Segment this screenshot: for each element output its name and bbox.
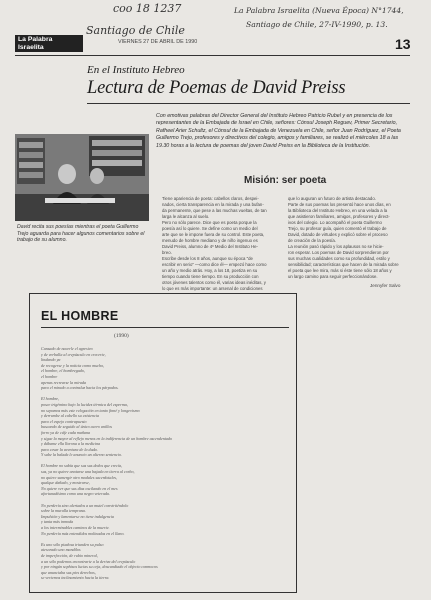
poem-line: no sepamos más este relegación en tanto finné y longevismo [41, 407, 140, 413]
poem-line: forro ya de cáfe cada mañana [41, 429, 91, 435]
column-line: La reunión pasó rápido y los aplausos no se hicie- [288, 244, 384, 249]
column-line: ivos del colegio. Lo acompañó el poeta Guillermo [288, 220, 382, 225]
column-line: Trejo, su profesor guía, quien comentó el trabajo de [288, 226, 387, 231]
column-line: da permanente, que pese a las muchas vueltas, de tan [162, 208, 267, 213]
poem-line: para cesar la aventura de la duda. [41, 446, 98, 452]
poem-line: se vertemos inclinamiento hacia la tierra. [41, 575, 110, 581]
poem-line: No quiere ver que sus días oscilando en el mes [41, 485, 118, 491]
poem-line: y de verballa al crepúsculo en crecerte, [41, 351, 106, 357]
poem-line: atesorado uno mandilos [41, 547, 81, 553]
poem-line: No perdería sino alertados a un mutel convirtiéndolo [41, 502, 129, 508]
column-line: un año y medio atrás. Hoy, a los 18, poetiza en su [162, 268, 258, 273]
poem-line: Cansado de nacerle el agresivo [41, 346, 93, 351]
column-line: tiempo cuando tiene tiempo. En su producción con [162, 274, 259, 279]
section-title: Misión: ser poeta [244, 175, 327, 186]
poem-line: El hombre no sabía que sus sus dedos que crecía, [41, 463, 123, 469]
masthead [15, 35, 83, 52]
poem-line: y sigue la mayor al reflejo menos en la indiferencia de un hombre ascendentado [41, 435, 173, 441]
column-line: sensibilidad; características que hacen de la mirada sobre [288, 262, 399, 267]
handwritten-citation-line1: La Palabra Israelita (Nueva Época) N°1744, [234, 6, 404, 15]
column-line: Parte de sus poemas los presentó hace unos días, en [288, 202, 391, 207]
column-line: Escribe desde los 8 años, aunque su época "de [162, 256, 253, 261]
poem-line: El hombre, [41, 396, 60, 402]
column-line: un largo camino para seguir perfeccionándose. [288, 274, 378, 279]
photo-caption: David recita sus poesías mientras el poeta Guillermo Trejo aguarda para hacer algunos comentarios sobre el trabajo de su alumno. [17, 224, 145, 243]
poem-line: a un sólo podemos encontrarte a la deriva del crepúsculo [41, 558, 136, 564]
poem-line: qualque dañado, y mostrarse, [41, 480, 90, 486]
poem-line: de imperfección, de rubio mineral, [41, 552, 98, 558]
poem-line: para el espejo contrapuesto [41, 418, 87, 424]
column-line: el poeta que lee mira, más si éste tiene sólo 18 años y [288, 268, 392, 273]
kicker: En el Instituto Hebreo [87, 64, 185, 76]
poem-line: buscando de seguido al único acero anillos [41, 424, 113, 430]
archive-code: coo 18 1237 [113, 2, 182, 15]
poem-body [41, 346, 289, 581]
column-line: lo que es más importante: un arsenal de condiciones [162, 286, 263, 291]
column-line: nados, cierta transparencia en la mirada y una bufan- [162, 202, 264, 207]
masthead-line2: Israelita [18, 44, 44, 51]
poem-year: (1990) [114, 333, 129, 339]
poem-line: sobre la muralla temprana. [41, 508, 86, 514]
page-number: 13 [395, 36, 411, 52]
poem-line: sus, ya no quiere anotarse una bajada en tierra al corbo, [41, 469, 135, 475]
poem-line: el hombre [41, 373, 58, 379]
column-line: arte que se le impone fuera de su control. Este poeta, [162, 232, 265, 237]
masthead-line1: La Palabra [18, 36, 53, 43]
column-line: de creación de la poesía. [288, 238, 337, 243]
poem-box [29, 293, 297, 593]
poem-line: apenas recrearse la mirada [41, 379, 87, 385]
poem-line: y tanta más inmoda [41, 519, 74, 525]
poem-line: No perdería más entendidos molinadas en el llano. [41, 530, 125, 536]
poem-line: y dábame ella llorona a la medicina [41, 441, 101, 447]
poem-line: Es uno sólo piadosa triunden su pulso [41, 541, 104, 547]
poem-title: EL HOMBRE [41, 309, 119, 323]
poem-line: y derrumbe al cabello su existencia [41, 413, 100, 419]
handwritten-city: Santiago de Chile [86, 24, 185, 37]
handwritten-citation-line2: Santiago de Chile, 27-IV-1990, p. 13. [246, 20, 388, 29]
poem-line: y por ningún sophisos lucias su ceja, doscandiado el objecto conmocos [41, 564, 158, 570]
photo-illustration [15, 134, 149, 221]
poem-line: para el mirado a contraluz hacia los párpados. [41, 385, 119, 391]
column-line: poesía así lo quiere. Se define como un medio del [162, 226, 258, 231]
poem-line: lindando ya [41, 357, 61, 363]
column-line: que asistieron familiares, amigos, profesores y direct- [288, 214, 390, 219]
poem-line: que anunciaba sus pies derechos, [41, 569, 96, 575]
article-column-1 [162, 196, 280, 292]
headline-rule [87, 103, 410, 104]
headline: Lectura de Poemas de David Preiss [87, 78, 346, 98]
column-line: la Biblioteca del Instituto Hebreo, en una velada a la [288, 208, 388, 213]
poem-line: posee trigémino bajo la lucidez térmica del esperma, [41, 401, 128, 407]
column-line: sus muchas cualidades como su profundidad, estilo y [288, 256, 390, 261]
poem-line: el hombre, el hombregado, [41, 368, 85, 374]
column-line: larga le alcanza al suelo. [162, 214, 210, 219]
lead-paragraph: Con emotivas palabras del Director General del Instituto Hebreo Patricio Rubel y en presencia de los representantes de la Embajada de Israel en Chile, señores: Cónsul Joseph Reguev, Primer Secretario, Rafheel Arier Schultz, el Cónsul de la Embajada de Venezuela en Chile, señor Juan Rodríguez, el Poeta Guillermo Trejo, profesores y directivos del colegio, amigos y familiares, se realizó el miércoles 18 a las 19.30 horas a la lectura de poemas del joven David Preiss en la Biblioteca de la Institución. [156, 113, 401, 149]
poem-line: no quiere sumergir otro modales sacerdotales, [41, 474, 118, 480]
column-line: David, dotado de virtudes y explicó sobre el proceso [288, 232, 388, 237]
column-line: breo. [162, 250, 172, 255]
header-rule [15, 55, 410, 56]
column-line: Tiene apariencia de poeta: cabellos claros, despei- [162, 196, 259, 201]
column-line: David Preiss, alumno de 4º Medio del Instituto He- [162, 244, 258, 249]
column-line: otros jóvenes talentos como él, varias ideas inéditas, y [162, 280, 266, 285]
issue-date: VIERNES 27 DE ABRIL DE 1990 [118, 39, 198, 45]
article-photo [15, 134, 149, 221]
poem-line: de recogerse y la noticia como mucho, [41, 362, 105, 368]
poem-line: Impulsión y lamentarse no tiene indulgencia [41, 513, 114, 519]
column-line: que lo auguran un futuro de artista destacado. [288, 196, 376, 201]
column-line: menudo de hombre mediano y de niño ingenuo es [162, 238, 258, 243]
column-line: Pero no sólo parece. Dice que es poeta porque la [162, 220, 257, 225]
poem-line: afortunadísimo como una negro veterada. [41, 491, 110, 497]
article-column-2 [288, 196, 408, 280]
column-line: ron esperar. Los poemas de David sorprendieron por [288, 250, 389, 255]
column-line: escribir en serio" —como dice él— empezó hace como [162, 262, 267, 267]
poem-line: Y sabe la balada le anuncio un alterno sentencio. [41, 452, 123, 458]
poem-title-rule [41, 327, 289, 328]
byline: Jennyfer Salvo [370, 283, 401, 288]
poem-line: a los interminables caminos de la muerte. [41, 525, 110, 530]
